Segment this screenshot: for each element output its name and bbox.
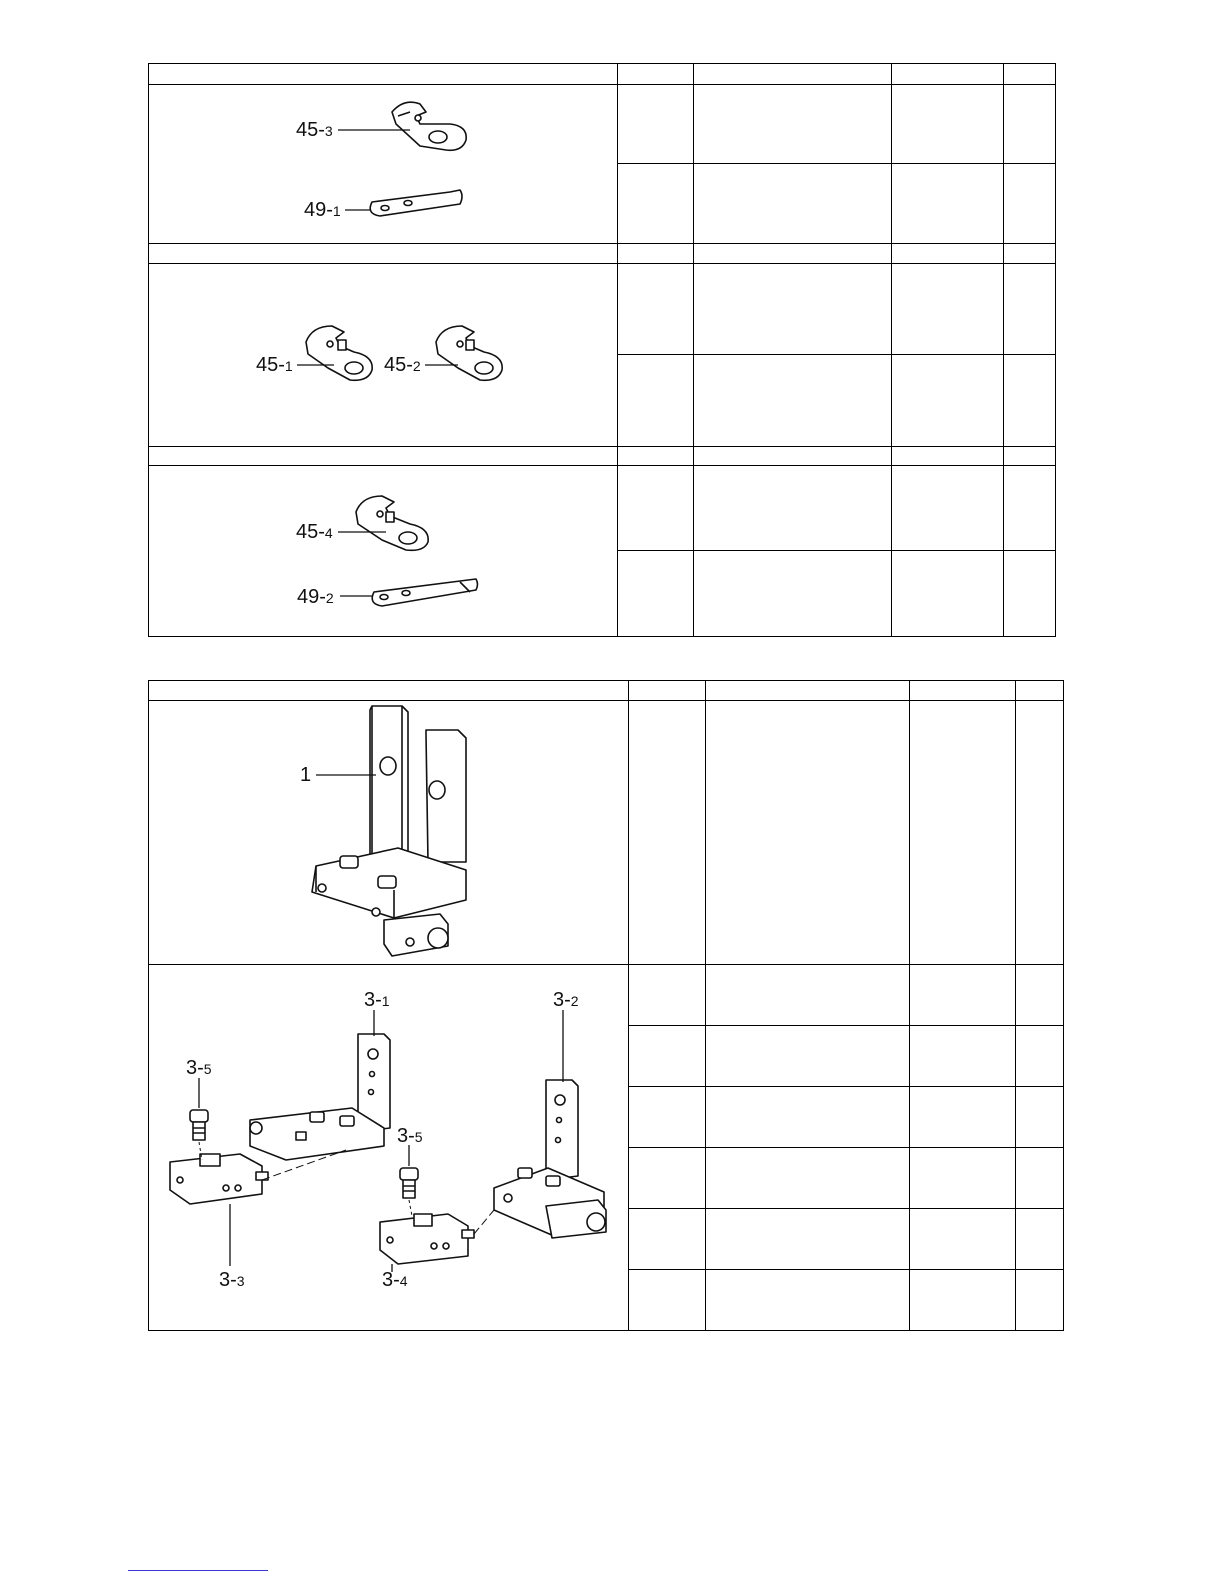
- part-3-4-drawing: [380, 1214, 474, 1264]
- part-3-5a-drawing: [190, 1110, 208, 1140]
- label-3-4: 3-4: [382, 1269, 408, 1291]
- label-3-5b: 3-5: [397, 1125, 423, 1147]
- label-49-2: 49-2: [297, 586, 334, 608]
- label-49-1: 49-1: [304, 199, 341, 221]
- part-1-drawing: [312, 706, 466, 956]
- part-3-5b-drawing: [400, 1168, 418, 1198]
- label-3-1: 3-1: [364, 989, 390, 1011]
- part-45-2-drawing: [436, 326, 502, 380]
- label-45-3: 45-3: [296, 119, 333, 141]
- label-3-2: 3-2: [553, 989, 579, 1011]
- part-45-4-drawing: [356, 496, 428, 550]
- part-45-3-drawing: [392, 102, 466, 150]
- part-49-1-drawing: [370, 190, 462, 216]
- label-3-3: 3-3: [219, 1269, 245, 1291]
- label-3-5a: 3-5: [186, 1057, 212, 1079]
- part-3-1-drawing: [250, 1034, 390, 1160]
- label-45-2: 45-2: [384, 354, 421, 376]
- part-3-3-drawing: [170, 1154, 268, 1204]
- label-45-4: 45-4: [296, 521, 333, 543]
- label-1: 1: [300, 764, 312, 786]
- footer-link-underline[interactable]: [128, 1570, 268, 1571]
- part-3-2-drawing: [494, 1080, 606, 1238]
- part-49-2-drawing: [372, 579, 477, 606]
- part-45-1-drawing: [306, 326, 372, 380]
- label-45-1: 45-1: [256, 354, 293, 376]
